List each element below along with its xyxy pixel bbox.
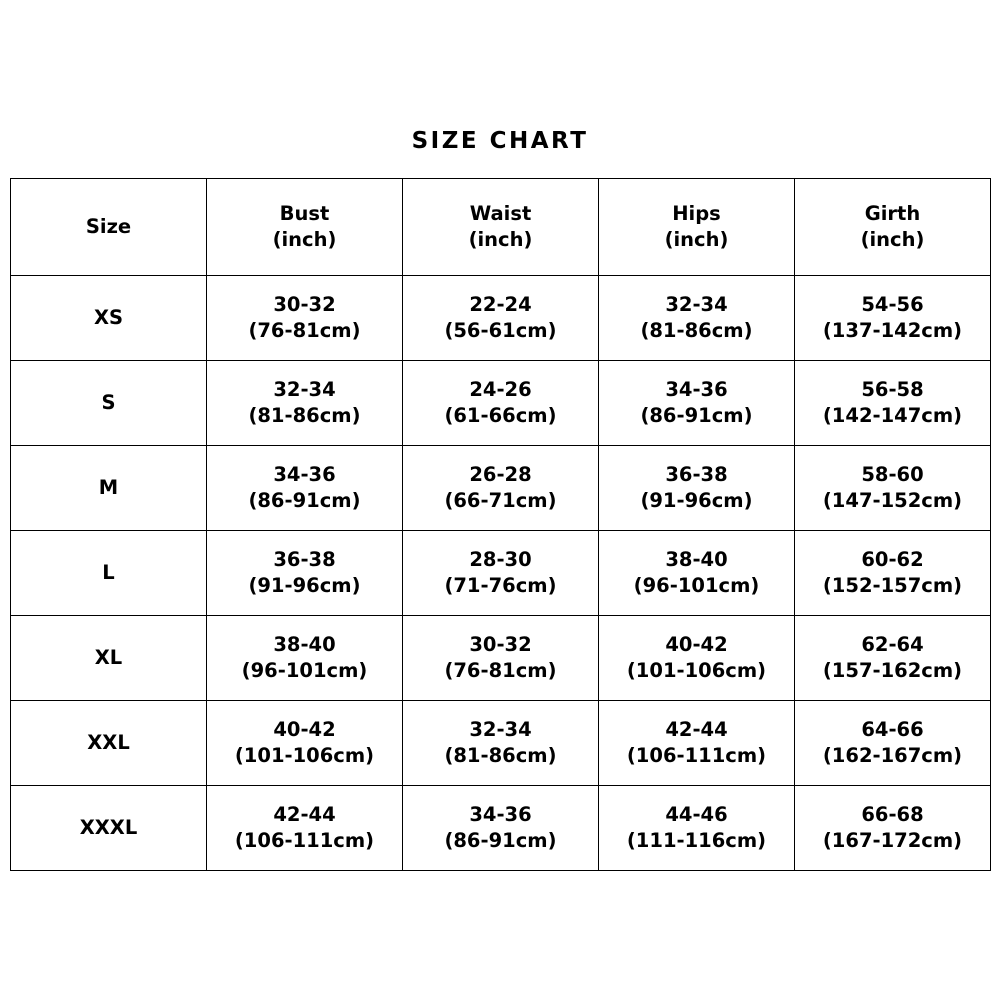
cell-size: L (11, 531, 207, 616)
cell-bust-cm: (76-81cm) (248, 319, 361, 342)
cell-hips (599, 276, 795, 361)
cell-girth-inch: 58-60 (861, 463, 924, 487)
cell-bust-cm: (81-86cm) (248, 404, 361, 427)
cell-girth-inch: 54-56 (861, 293, 924, 317)
cell-size: M (11, 446, 207, 531)
cell-hips-inch: 38-40 (665, 548, 728, 572)
table-row (11, 786, 991, 871)
cell-hips-inch: 32-34 (665, 293, 728, 317)
cell-waist (403, 361, 599, 446)
cell-waist-inch: 32-34 (469, 718, 532, 742)
table-header-row (11, 179, 991, 276)
cell-waist-cm: (76-81cm) (444, 659, 557, 682)
cell-hips (599, 786, 795, 871)
cell-hips-inch: 34-36 (665, 378, 728, 402)
cell-hips-inch: 42-44 (665, 718, 728, 742)
column-header-girth-unit: (inch) (860, 228, 925, 251)
cell-size: XS (11, 276, 207, 361)
cell-bust (207, 531, 403, 616)
cell-waist (403, 446, 599, 531)
column-header-bust-label: Bust (279, 202, 330, 226)
cell-hips-cm: (106-111cm) (626, 744, 767, 767)
cell-bust-cm: (91-96cm) (248, 574, 361, 597)
column-header-hips (599, 179, 795, 276)
cell-waist (403, 276, 599, 361)
column-header-bust-unit: (inch) (272, 228, 337, 251)
column-header-size-label: Size (85, 215, 132, 239)
cell-bust (207, 276, 403, 361)
column-header-waist (403, 179, 599, 276)
cell-waist-cm: (61-66cm) (444, 404, 557, 427)
cell-waist-cm: (56-61cm) (444, 319, 557, 342)
page-title: SIZE CHART (411, 128, 589, 154)
cell-girth (795, 701, 991, 786)
cell-bust-inch: 34-36 (273, 463, 336, 487)
cell-girth (795, 446, 991, 531)
cell-girth-cm: (162-167cm) (822, 744, 963, 767)
cell-size: S (11, 361, 207, 446)
cell-waist-inch: 26-28 (469, 463, 532, 487)
cell-bust-cm: (86-91cm) (248, 489, 361, 512)
cell-hips-cm: (86-91cm) (640, 404, 753, 427)
cell-waist-cm: (71-76cm) (444, 574, 557, 597)
cell-girth (795, 616, 991, 701)
cell-girth-cm: (137-142cm) (822, 319, 963, 342)
cell-waist (403, 531, 599, 616)
cell-bust (207, 616, 403, 701)
cell-bust-inch: 38-40 (273, 633, 336, 657)
column-header-hips-label: Hips (672, 202, 721, 226)
table-row (11, 361, 991, 446)
cell-bust-inch: 32-34 (273, 378, 336, 402)
cell-hips-inch: 36-38 (665, 463, 728, 487)
table-row (11, 616, 991, 701)
cell-waist (403, 786, 599, 871)
column-header-waist-label: Waist (469, 202, 532, 226)
cell-size: XL (11, 616, 207, 701)
cell-hips-inch: 44-46 (665, 803, 728, 827)
cell-bust-cm: (101-106cm) (234, 744, 375, 767)
cell-waist-cm: (81-86cm) (444, 744, 557, 767)
cell-waist-inch: 24-26 (469, 378, 532, 402)
table-row (11, 446, 991, 531)
cell-bust-inch: 40-42 (273, 718, 336, 742)
column-header-girth-label: Girth (864, 202, 921, 226)
cell-hips (599, 446, 795, 531)
cell-bust-inch: 42-44 (273, 803, 336, 827)
cell-bust (207, 786, 403, 871)
cell-girth-cm: (167-172cm) (822, 829, 963, 852)
cell-hips-cm: (91-96cm) (640, 489, 753, 512)
column-header-bust (207, 179, 403, 276)
cell-bust-inch: 30-32 (273, 293, 336, 317)
cell-hips-inch: 40-42 (665, 633, 728, 657)
cell-waist (403, 701, 599, 786)
cell-girth-cm: (147-152cm) (822, 489, 963, 512)
cell-bust (207, 446, 403, 531)
cell-girth (795, 276, 991, 361)
cell-bust (207, 701, 403, 786)
cell-bust-inch: 36-38 (273, 548, 336, 572)
table-row (11, 531, 991, 616)
column-header-hips-unit: (inch) (664, 228, 729, 251)
cell-girth (795, 361, 991, 446)
cell-girth (795, 531, 991, 616)
cell-waist-inch: 28-30 (469, 548, 532, 572)
cell-bust-cm: (106-111cm) (234, 829, 375, 852)
cell-girth (795, 786, 991, 871)
cell-girth-cm: (157-162cm) (822, 659, 963, 682)
cell-waist-inch: 30-32 (469, 633, 532, 657)
cell-hips-cm: (96-101cm) (633, 574, 760, 597)
cell-waist-cm: (66-71cm) (444, 489, 557, 512)
size-chart-table-container (10, 178, 990, 871)
cell-waist-inch: 22-24 (469, 293, 532, 317)
column-header-waist-unit: (inch) (468, 228, 533, 251)
cell-size: XXXL (11, 786, 207, 871)
cell-girth-inch: 56-58 (861, 378, 924, 402)
column-header-girth (795, 179, 991, 276)
size-chart-table (10, 178, 991, 871)
cell-hips-cm: (101-106cm) (626, 659, 767, 682)
cell-waist (403, 616, 599, 701)
cell-girth-inch: 62-64 (861, 633, 924, 657)
table-row (11, 276, 991, 361)
table-row (11, 701, 991, 786)
cell-hips (599, 616, 795, 701)
column-header-size (11, 179, 207, 276)
cell-bust (207, 361, 403, 446)
cell-hips (599, 531, 795, 616)
cell-hips-cm: (111-116cm) (626, 829, 767, 852)
cell-hips-cm: (81-86cm) (640, 319, 753, 342)
cell-waist-inch: 34-36 (469, 803, 532, 827)
cell-girth-inch: 64-66 (861, 718, 924, 742)
cell-waist-cm: (86-91cm) (444, 829, 557, 852)
cell-girth-cm: (142-147cm) (822, 404, 963, 427)
cell-girth-inch: 60-62 (861, 548, 924, 572)
cell-girth-cm: (152-157cm) (822, 574, 963, 597)
cell-hips (599, 361, 795, 446)
cell-girth-inch: 66-68 (861, 803, 924, 827)
cell-size: XXL (11, 701, 207, 786)
cell-hips (599, 701, 795, 786)
cell-bust-cm: (96-101cm) (241, 659, 368, 682)
